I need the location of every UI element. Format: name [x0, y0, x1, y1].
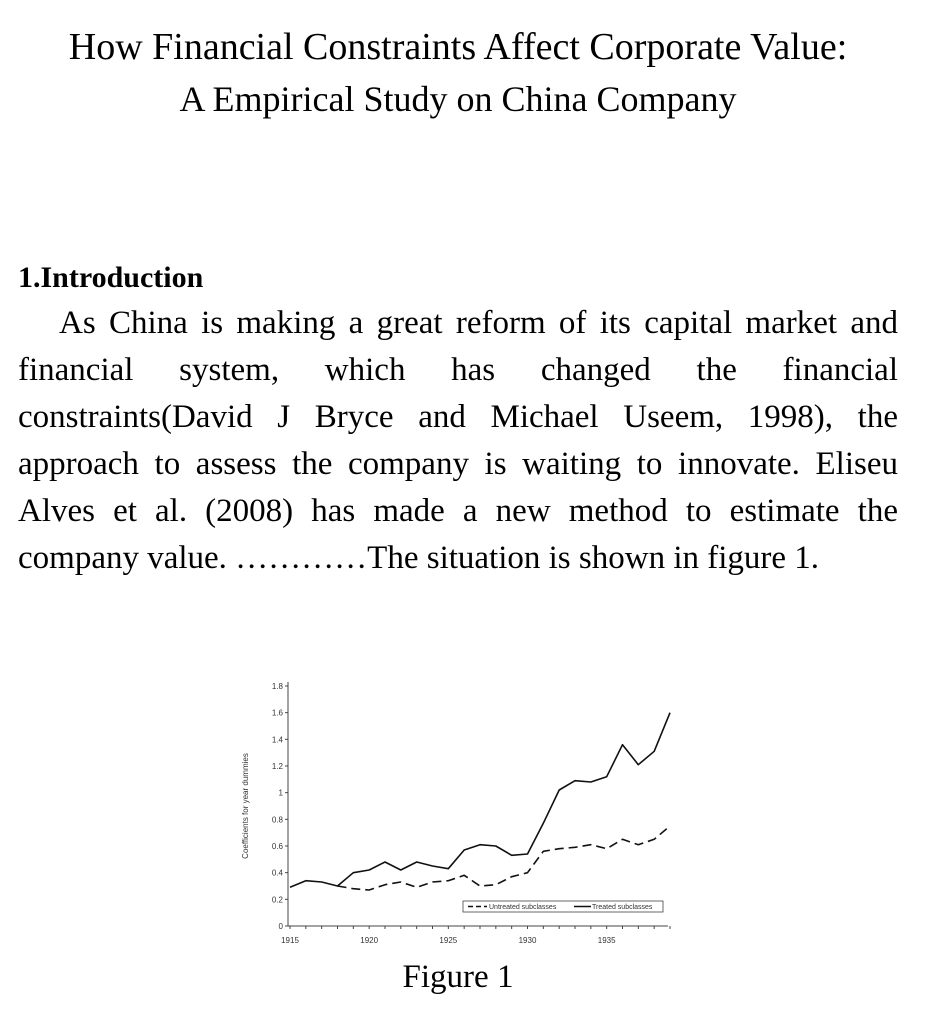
x-tick-label: 1930 — [518, 936, 537, 945]
x-tick-label: 1935 — [597, 936, 616, 945]
x-tick-label: 1920 — [360, 936, 379, 945]
y-tick-label: 1.8 — [271, 682, 283, 691]
y-tick-label: 1.6 — [271, 708, 283, 718]
intro-paragraph: As China is making a great reform of its capital market and financial system, which has changed the financial constraints(David J Bryce and Michael Useem, 1998), the approach to assess the company is waiting to innovate. Eliseu Alves et al. (2008) has made a new method to estimate the company value. …………The situation is shown in figure 1. — [18, 305, 898, 576]
series-line-untreated — [338, 826, 671, 890]
y-tick-label: 0.8 — [271, 815, 283, 825]
x-tick-label: 1915 — [281, 936, 299, 945]
y-tick-label: 1 — [278, 788, 283, 798]
y-axis-label: Coefficients for year dummies — [241, 753, 250, 859]
y-tick-label: 0 — [278, 922, 283, 931]
y-tick-label: 1.4 — [271, 735, 283, 745]
line-chart — [235, 676, 675, 956]
y-tick-label: 0.4 — [271, 868, 283, 878]
figure-1 — [235, 676, 675, 956]
y-tick-label: 0.2 — [271, 895, 283, 905]
section-heading: 1.Introduction — [18, 261, 204, 294]
y-tick-label: 0.6 — [271, 842, 283, 851]
paper-subtitle: A Empirical Study on China Company — [179, 79, 737, 119]
legend-label-untreated: Untreated subclasses — [489, 904, 557, 911]
legend-label-treated: Treated subclasses — [592, 904, 653, 911]
y-tick-label: 1.2 — [271, 762, 283, 771]
figure-caption: Figure 1 — [402, 959, 514, 995]
title-block — [0, 22, 916, 122]
paper-title: How Financial Constraints Affect Corporate Value: — [68, 26, 848, 68]
x-tick-label: 1925 — [439, 936, 458, 945]
series-line-treated — [290, 713, 670, 888]
